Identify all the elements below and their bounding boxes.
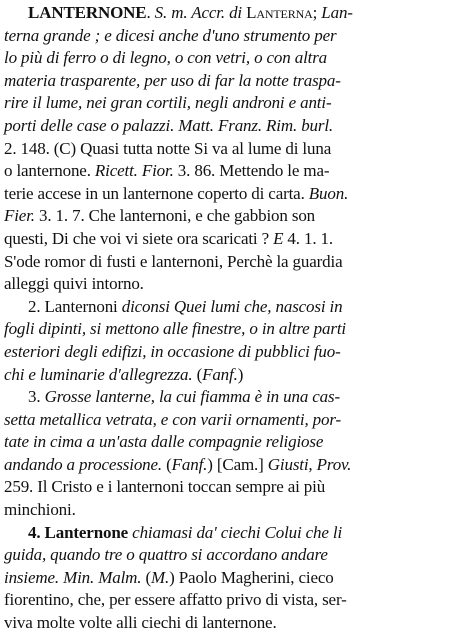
- text-line: [4, 386, 466, 409]
- text-run: Lanterna: [246, 3, 313, 22]
- text-line: [4, 454, 466, 477]
- text-run: 3.: [28, 387, 45, 407]
- text-run: 259. Il Cristo e i lanternoni toccan sempre ai più: [4, 477, 326, 497]
- text-run: (: [141, 567, 152, 587]
- text-line: [4, 138, 466, 161]
- text-line: [4, 251, 466, 274]
- text-line: [4, 364, 466, 387]
- text-run: rire il lume, nei gran cortili, negli androni e anti-: [4, 93, 332, 113]
- text-line: [4, 205, 466, 228]
- text-run: Buon.: [308, 183, 349, 203]
- text-run: ) Paolo Magherini, cieco: [169, 567, 334, 587]
- text-line: [4, 273, 466, 296]
- text-run: materia trasparente, per uso di far la notte traspa-: [4, 70, 341, 90]
- text-run: Fanf.: [202, 364, 238, 384]
- text-run: terie accese in un lanternone coperto di carta.: [4, 183, 309, 203]
- text-run: lo più di ferro o di legno, o con vetri, o con altra: [4, 48, 328, 68]
- text-run: alleggi quivi intorno.: [4, 274, 144, 294]
- text-line: [4, 2, 466, 25]
- text-run: di: [229, 3, 247, 22]
- text-run: E: [273, 228, 284, 248]
- text-run: S'ode romor di fusti e lanternoni, Perchè la guardia: [4, 251, 343, 271]
- text-run: chiamasi da' ciechi Colui che li: [132, 522, 343, 542]
- text-run: ) [Cam.]: [207, 454, 268, 474]
- text-line: [4, 544, 466, 567]
- text-run: 3. 86. Mettendo le ma-: [173, 161, 330, 181]
- text-line: [4, 522, 466, 545]
- text-run: 2. Lanternoni: [28, 296, 122, 316]
- text-run: S. m. Accr.: [154, 3, 230, 22]
- text-line: [4, 228, 466, 251]
- headword-text: 4. Lanternone: [28, 522, 129, 542]
- text-line: [4, 47, 466, 70]
- text-line: [4, 567, 466, 590]
- text-run: Giusti, Prov.: [267, 454, 352, 474]
- text-line: [4, 70, 466, 93]
- text-run: insieme. Min. Malm.: [4, 567, 142, 587]
- text-run: Fier.: [4, 206, 35, 226]
- headword-text: LANTERNONE: [28, 3, 147, 22]
- text-run: Grosse lanterne, la cui fiamma è in una cas-: [44, 387, 340, 407]
- text-run: Lan-: [321, 3, 353, 22]
- text-run: 2. 148. (C) Quasi tutta notte Si va al lume di luna: [4, 138, 332, 158]
- text-run: esteriori degli edifizi, in occasione di pubblici fuo-: [4, 341, 341, 361]
- text-run: 4. 1. 1.: [283, 228, 333, 248]
- text-run: minchioni.: [4, 500, 76, 520]
- text-run: ;: [312, 3, 322, 22]
- text-run: chi e luminarie d'allegrezza.: [4, 364, 193, 384]
- text-run: questi, Di che voi vi siete ora scaricati ?: [4, 228, 274, 248]
- text-line: [4, 431, 466, 454]
- text-run: M.: [151, 567, 170, 587]
- text-run: fogli dipinti, si mettono alle finestre, o in altre parti: [4, 319, 346, 339]
- text-run: terna grande ; e dicesi anche d'uno strumento per: [4, 25, 337, 45]
- text-run: diconsi Quei lumi che, nascosi in: [121, 296, 343, 316]
- text-run: guida, quando tre o quattro si accordano andare: [4, 545, 328, 565]
- text-run: 3. 1. 7. Che lanternoni, e che gabbion son: [34, 206, 316, 226]
- text-run: tate in cima a un'asta dalle compagnie religiose: [4, 432, 324, 452]
- text-line: [4, 92, 466, 115]
- text-line: [4, 341, 466, 364]
- text-line: [4, 115, 466, 138]
- text-run: viva molte volte alli ciechi di lanternone.: [4, 613, 277, 633]
- text-line: [4, 296, 466, 319]
- text-run: o lanternone.: [4, 161, 95, 181]
- text-run: ): [237, 364, 244, 384]
- text-run: porti delle case o palazzi. Matt. Franz. Rim. burl.: [4, 115, 334, 135]
- text-run: setta metallica vetrata, e con varii ornamenti, por-: [4, 409, 341, 429]
- text-line: [4, 499, 466, 522]
- text-run: Fanf.: [171, 454, 208, 474]
- text-run: fiorentino, che, per essere affatto privo di vista, ser-: [4, 590, 347, 610]
- text-run: andando a processione.: [4, 454, 163, 474]
- text-run: Ricett. Fior.: [94, 161, 174, 181]
- text-line: [4, 318, 466, 341]
- text-line: [4, 409, 466, 432]
- text-line: [4, 589, 466, 612]
- text-line: [4, 476, 466, 499]
- text-line: [4, 183, 466, 206]
- text-run: .: [146, 3, 155, 22]
- text-line: [4, 612, 466, 635]
- text-run: (: [192, 364, 203, 384]
- text-line: [4, 25, 466, 48]
- text-run: (: [162, 454, 172, 474]
- dictionary-entry-lanternone: [4, 2, 466, 635]
- text-line: [4, 160, 466, 183]
